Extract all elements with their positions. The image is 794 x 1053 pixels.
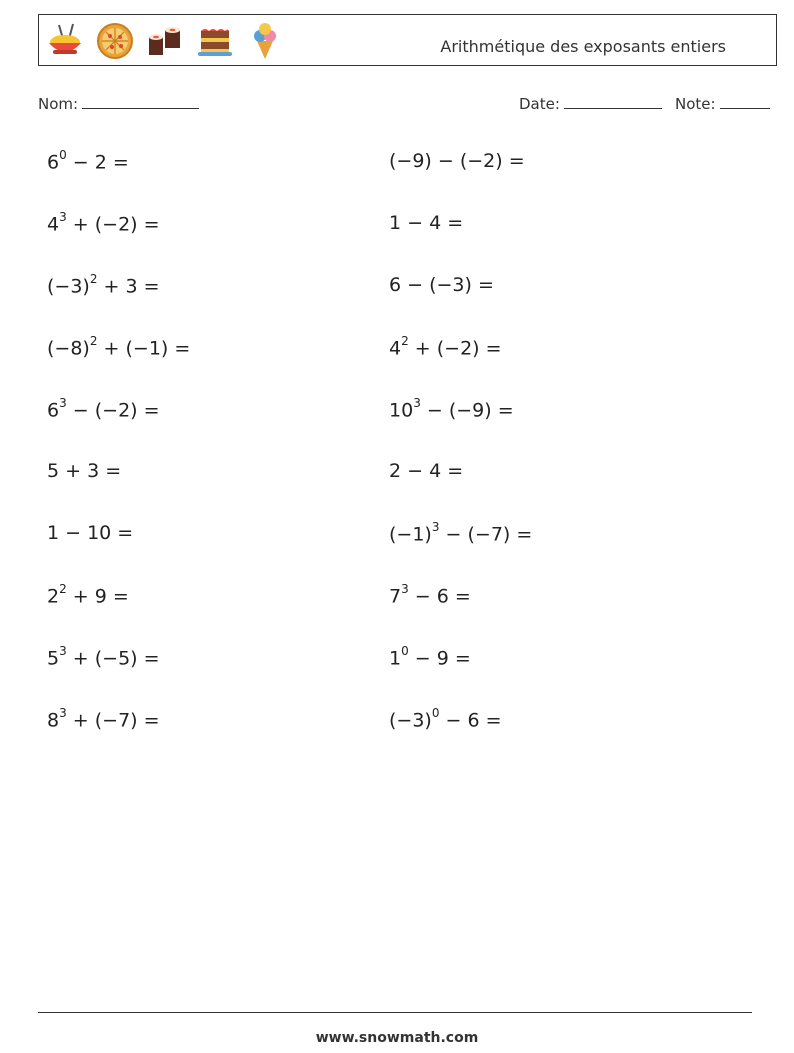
problem-right-5 xyxy=(389,398,514,421)
pizza-icon xyxy=(95,21,135,61)
problem-right-10 xyxy=(389,708,502,731)
problem-exponent: 2 xyxy=(59,582,67,596)
ice-cream-icon xyxy=(245,21,285,61)
sushi-roll-icon xyxy=(145,21,185,61)
problem-exponent: 3 xyxy=(401,582,409,596)
date-field[interactable] xyxy=(519,94,662,113)
problem-rest: + (−5) = xyxy=(66,647,160,670)
footer-divider xyxy=(38,1012,752,1013)
date-line[interactable] xyxy=(564,94,662,109)
problem-base: 1 − 4 = xyxy=(389,212,464,234)
problem-left-3 xyxy=(47,274,160,297)
problem-right-2 xyxy=(389,212,463,234)
problem-rest: + (−7) = xyxy=(66,709,160,732)
problem-right-1 xyxy=(389,150,525,172)
problem-exponent: 3 xyxy=(59,644,67,658)
header-icons xyxy=(45,21,285,61)
problem-base: 1 − 10 = xyxy=(47,522,134,544)
problem-rest: + (−2) = xyxy=(66,213,160,236)
problem-base: 8 xyxy=(47,709,60,732)
problem-exponent: 3 xyxy=(431,520,440,534)
problem-rest: − 6 = xyxy=(439,709,502,732)
problem-base: (−3) xyxy=(389,709,432,732)
problem-rest: − 6 = xyxy=(408,585,471,608)
problem-base: 2 − 4 = xyxy=(389,460,464,482)
problem-base: 7 xyxy=(389,585,402,608)
problem-base: 6 − (−3) = xyxy=(389,274,494,296)
problem-base: 5 xyxy=(47,647,60,670)
problem-rest: + (−1) = xyxy=(97,337,191,360)
problem-exponent: 2 xyxy=(89,334,98,348)
problem-base: 2 xyxy=(47,585,60,608)
problem-exponent: 0 xyxy=(431,706,440,720)
name-field[interactable] xyxy=(38,94,199,113)
problem-right-9 xyxy=(389,646,471,669)
problem-rest: − (−7) = xyxy=(439,523,533,546)
problem-base: 10 xyxy=(389,399,414,422)
problem-left-8 xyxy=(47,584,129,607)
name-label: Nom: xyxy=(38,95,79,113)
worksheet-header xyxy=(38,14,777,66)
problem-left-5 xyxy=(47,398,160,421)
problem-base: (−1) xyxy=(389,523,432,546)
problem-right-8 xyxy=(389,584,471,607)
problem-left-1 xyxy=(47,150,129,173)
date-label: Date: xyxy=(519,95,560,113)
problem-rest: + (−2) = xyxy=(408,337,502,360)
grade-label: Note: xyxy=(675,95,716,113)
problem-base: 4 xyxy=(389,337,402,360)
problem-rest: − (−2) = xyxy=(66,399,160,422)
problem-exponent: 0 xyxy=(59,148,67,162)
problem-rest: + 3 = xyxy=(97,275,160,298)
problem-left-7 xyxy=(47,522,133,544)
problem-rest: + 9 = xyxy=(66,585,129,608)
problem-rest: − 2 = xyxy=(66,151,129,174)
footer-url: www.snowmath.com xyxy=(315,1030,479,1046)
problem-exponent: 0 xyxy=(401,644,409,658)
problem-exponent: 3 xyxy=(59,210,67,224)
problem-left-9 xyxy=(47,646,160,669)
problem-base: 4 xyxy=(47,213,60,236)
problem-rest: − 9 = xyxy=(408,647,471,670)
problem-base: 6 xyxy=(47,151,60,174)
problem-base: 6 xyxy=(47,399,60,422)
problem-base: (−8) xyxy=(47,337,90,360)
problem-exponent: 3 xyxy=(59,396,67,410)
grade-line[interactable] xyxy=(720,94,770,109)
problem-base: (−9) − (−2) = xyxy=(389,150,525,172)
grade-field[interactable] xyxy=(675,94,770,113)
problem-base: 1 xyxy=(389,647,402,670)
problem-right-6 xyxy=(389,460,463,482)
problem-base: 5 + 3 = xyxy=(47,460,122,482)
problem-exponent: 2 xyxy=(401,334,409,348)
problem-left-6 xyxy=(47,460,121,482)
problem-right-3 xyxy=(389,274,494,296)
cake-icon xyxy=(195,21,235,61)
name-line[interactable] xyxy=(82,94,199,109)
problem-left-10 xyxy=(47,708,160,731)
problem-exponent: 2 xyxy=(89,272,98,286)
worksheet-title: Arithmétique des exposants entiers xyxy=(440,37,726,56)
problem-exponent: 3 xyxy=(413,396,421,410)
problem-left-2 xyxy=(47,212,160,235)
problem-rest: − (−9) = xyxy=(420,399,514,422)
problem-right-7 xyxy=(389,522,532,545)
problem-right-4 xyxy=(389,336,502,359)
problem-exponent: 3 xyxy=(59,706,67,720)
problem-left-4 xyxy=(47,336,190,359)
problem-base: (−3) xyxy=(47,275,90,298)
rice-bowl-icon xyxy=(45,21,85,61)
